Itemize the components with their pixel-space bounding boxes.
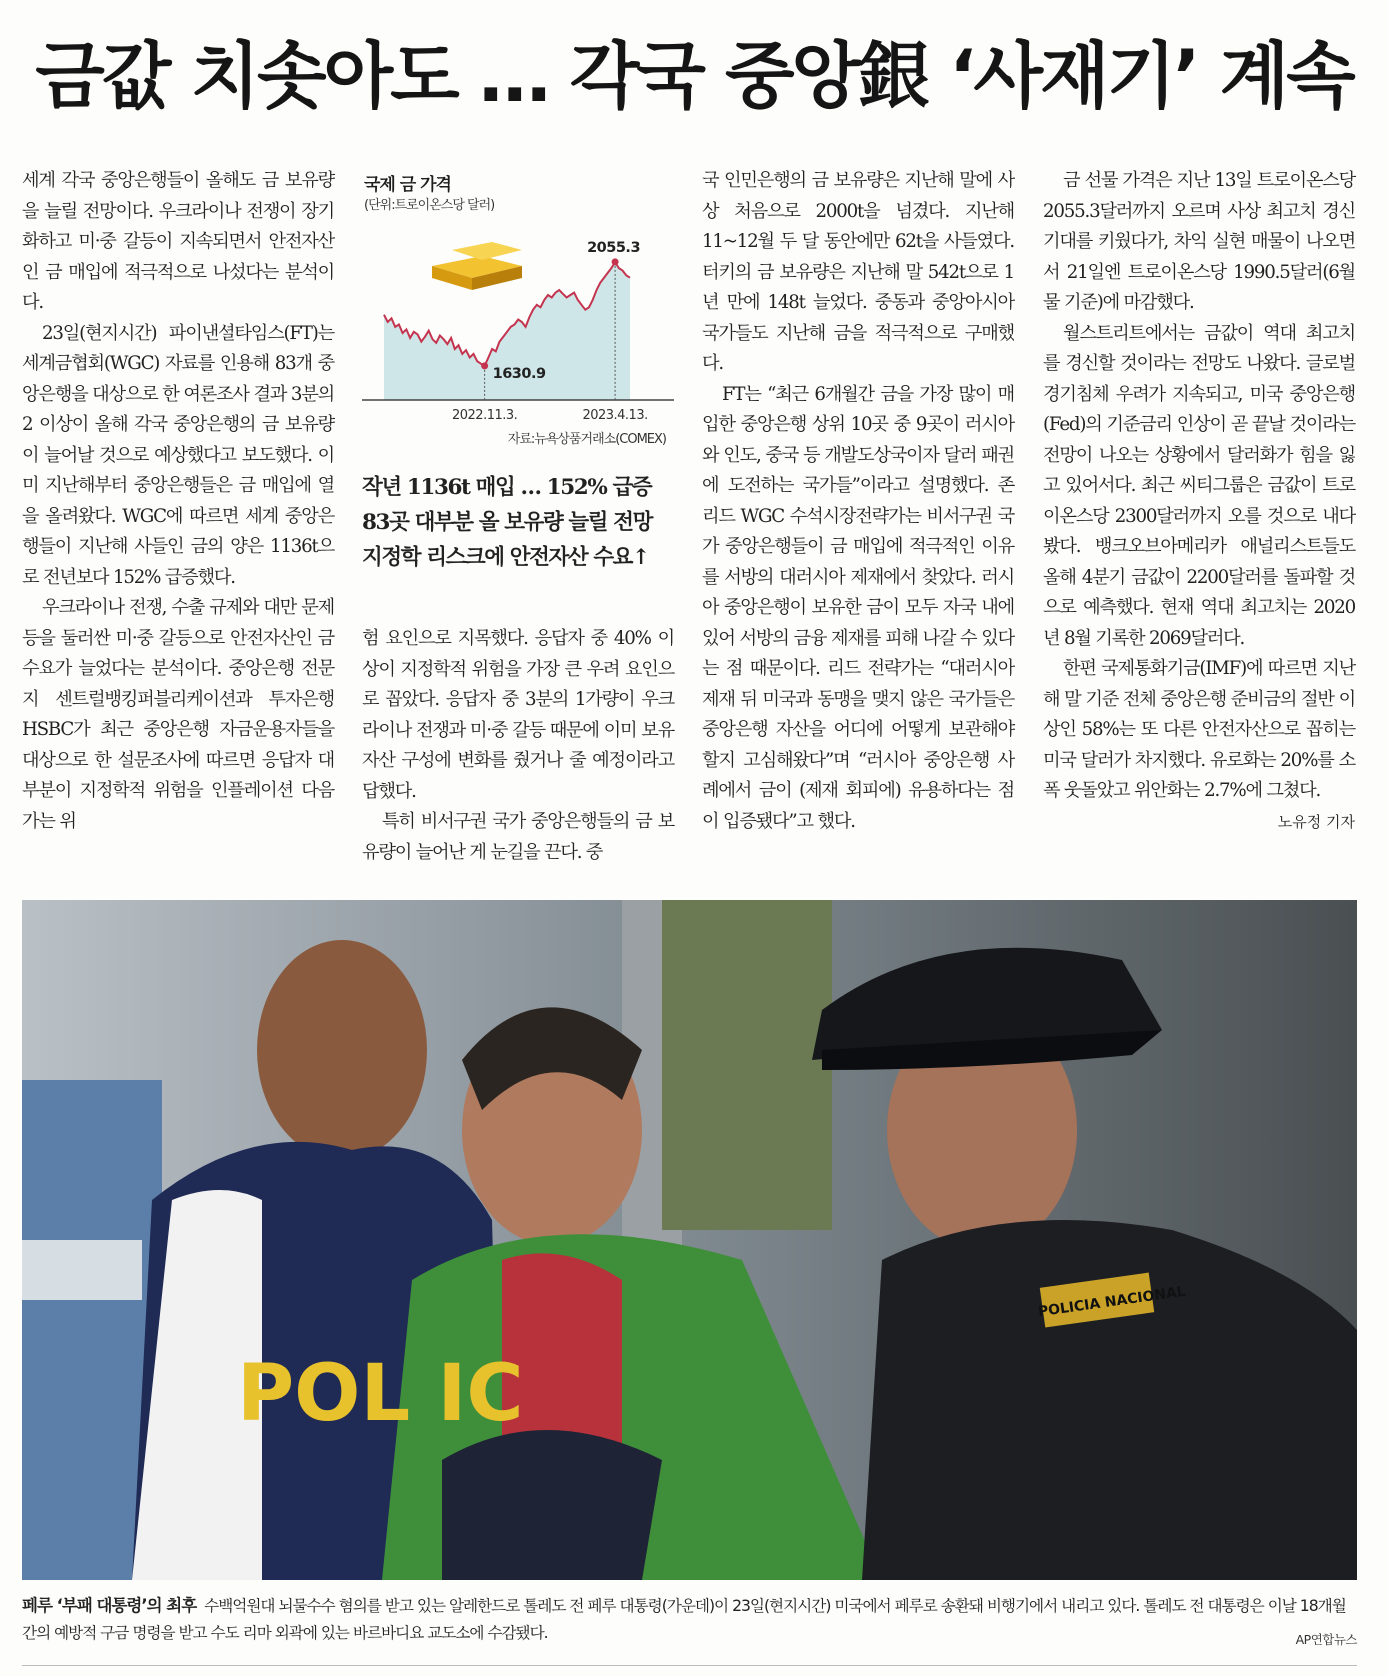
- photo-credit: AP연합뉴스: [1295, 1632, 1357, 1647]
- gold-price-chart: [362, 166, 674, 456]
- paragraph: 국 인민은행의 금 보유량은 지난해 말에 사상 처음으로 2000t을 넘겼다. 지난해 11~12월 두 달 동안에만 62t을 사들였다. 터키의 금 보유량은 지난해 말 542t으로 1년 만에 148t 늘었다. 중동과 중앙아시아 국가들도 지난해 금을 적극적으로 구매했다.: [702, 170, 1014, 374]
- chart-title: 국제 금 가격: [364, 175, 451, 195]
- paragraph: 특히 비서구권 국가 중앙은행들의 금 보유량이 늘어난 게 눈길을 끈다. 중: [362, 811, 674, 863]
- vest-lettering: POL IC: [237, 1349, 524, 1439]
- paragraph: 우크라이나 전쟁, 수출 규제와 대만 문제 등을 둘러싼 미·중 갈등으로 안전자산인 금 수요가 늘었다는 분석이다. 중앙은행 전문지 센트럴뱅킹퍼블리케이션과 투자은행 HSBC가 최근 중앙은행 자금운용자들을 대상으로 한 설문조사에 따르면 응답자 대부분이 지정학적 위험을 인플레이션 다음가는 위: [22, 597, 334, 832]
- chart-source: 자료:뉴욕상품거래소(COMEX): [507, 432, 666, 447]
- subheadline-block: [362, 470, 682, 575]
- chart-point-marker: [612, 258, 619, 265]
- caption-text: 수백억원대 뇌물수수 혐의를 받고 있는 알레한드로 톨레도 전 페루 대통령(가운데)이 23일(현지시간) 미국에서 페루로 송환돼 비행기에서 내리고 있다. 톨레도 전 대통령은 이날 18개월간의 예방적 구금 명령을 받고 수도 리마 외곽에 있는 바르바디요 교도소에 수감됐다.: [22, 1597, 1346, 1642]
- article-column-3: [702, 166, 1014, 837]
- photo-illustration: [22, 900, 1357, 1580]
- article-column-4: [1043, 166, 1355, 837]
- subheadline: 작년 1136t 매입 … 152% 급증: [362, 475, 652, 500]
- headline: 금값 치솟아도 … 각국 중앙銀 ‘사재기’ 계속: [35, 34, 1353, 118]
- bottom-rule: [22, 1665, 1357, 1666]
- paragraph: 금 선물 가격은 지난 13일 트로이온스당 2055.3달러까지 오르며 사상 최고치 경신 기대를 키웠다가, 차익 실현 매물이 나오면서 21일엔 트로이온스당 1990.5달러(6월물 기준)에 마감했다.: [1043, 170, 1355, 313]
- paragraph: 월스트리트에서는 금값이 역대 최고치를 경신할 것이라는 전망도 나왔다. 글로벌 경기침체 우려가 지속되고, 미국 중앙은행(Fed)의 기준금리 인상이 곧 끝날 것이라는 전망이 나오는 상황에서 달러화가 힘을 잃고 있어서다. 최근 씨티그룹은 금값이 트로이온스당 2300달러까지 오를 것으로 내다봤다. 뱅크오브아메리카 애널리스트들도 올해 4분기 금값이 2200달러를 돌파할 것으로 예측했다. 현재 역대 최고치는 2020년 8월 기록한 2069달러다.: [1043, 322, 1355, 649]
- news-photo: [22, 900, 1357, 1580]
- paragraph-text: 한편 국제통화기금(IMF)에 따르면 지난해 말 기준 전체 중앙은행 준비금의 절반 이상인 58%는 또 다른 안전자산으로 꼽히는 미국 달러가 차지했다. 유로화는 20%를 소폭 웃돌았고 위안화는 2.7%에 그쳤다.: [1043, 658, 1355, 801]
- subheadline: 83곳 대부분 올 보유량 늘릴 전망: [362, 510, 652, 535]
- paragraph: 험 요인으로 지목했다. 응답자 중 40% 이상이 지정학적 위험을 가장 큰 우려 요인으로 꼽았다. 응답자 중 3분의 1가량이 우크라이나 전쟁과 미·중 갈등 때문에 이미 보유 자산 구성에 변화를 줬거나 줄 예정이라고 답했다.: [362, 628, 674, 802]
- paragraph: 세계 각국 중앙은행들이 올해도 금 보유량을 늘릴 전망이다. 우크라이나 전쟁이 장기화하고 미·중 갈등이 지속되면서 안전자산인 금 매입에 적극적으로 나섰다는 분석이다.: [22, 170, 334, 313]
- article-column-1: [22, 166, 334, 837]
- chart-x-tick-label: 2023.4.13.: [582, 408, 648, 423]
- chart-unit: (단위:트로이온스당 달러): [364, 198, 495, 213]
- chart-point-marker: [481, 362, 488, 369]
- paragraph: FT는 “최근 6개월간 금을 가장 많이 매입한 중앙은행 상위 10곳 중 9곳이 러시아와 인도, 중국 등 개발도상국이자 달러 패권에 도전하는 국가들”이라고 설명했다. 존 리드 WGC 수석시장전략가는 비서구권 국가 중앙은행들이 금 매입에 적극적인 이유를 서방의 대러시아 제재에서 찾았다. 러시아 중앙은행이 보유한 금이 모두 자국 내에 있어 서방의 금융 제재를 피해 나갈 수 있다는 점 때문이다. 리드 전략가는 “대러시아 제재 뒤 미국과 동맹을 맺지 않은 국가들은 중앙은행 자산을 어디에 어떻게 보관해야 할지 고심해왔다”며 “러시아 중앙은행 사례에서 금이 (제재 회피에) 유용하다는 점이 입증됐다”고 했다.: [702, 383, 1014, 832]
- photo-caption: [22, 1592, 1357, 1647]
- article-column-2: [362, 624, 674, 868]
- subheadline: 지정학 리스크에 안전자산 수요↑: [362, 545, 649, 570]
- gold-bar-icon: [452, 242, 522, 260]
- paragraph: 23일(현지시간) 파이낸셜타임스(FT)는 세계금협회(WGC) 자료를 인용해 83개 중앙은행을 대상으로 한 여론조사 결과 3분의 2 이상이 올해 각국 중앙은행의 금 보유량이 늘어날 것으로 예상했다고 보도했다. 이미 지난해부터 중앙은행들은 금 매입에 열을 올려왔다. WGC에 따르면 세계 중앙은행들이 지난해 사들인 금의 양은 1136t으로 전년보다 152% 급증했다.: [22, 322, 335, 588]
- paragraph: [1043, 654, 1355, 831]
- chart-data-label: 1630.9: [492, 365, 546, 382]
- caption-title: 페루 ‘부패 대통령’의 최후: [22, 1596, 197, 1615]
- byline: 노유정 기자: [1277, 812, 1355, 831]
- patch-lettering: POLICIA NACIONAL: [1037, 1283, 1187, 1321]
- chart-data-label: 2055.3: [587, 239, 641, 256]
- chart-x-tick-label: 2022.11.3.: [451, 408, 518, 423]
